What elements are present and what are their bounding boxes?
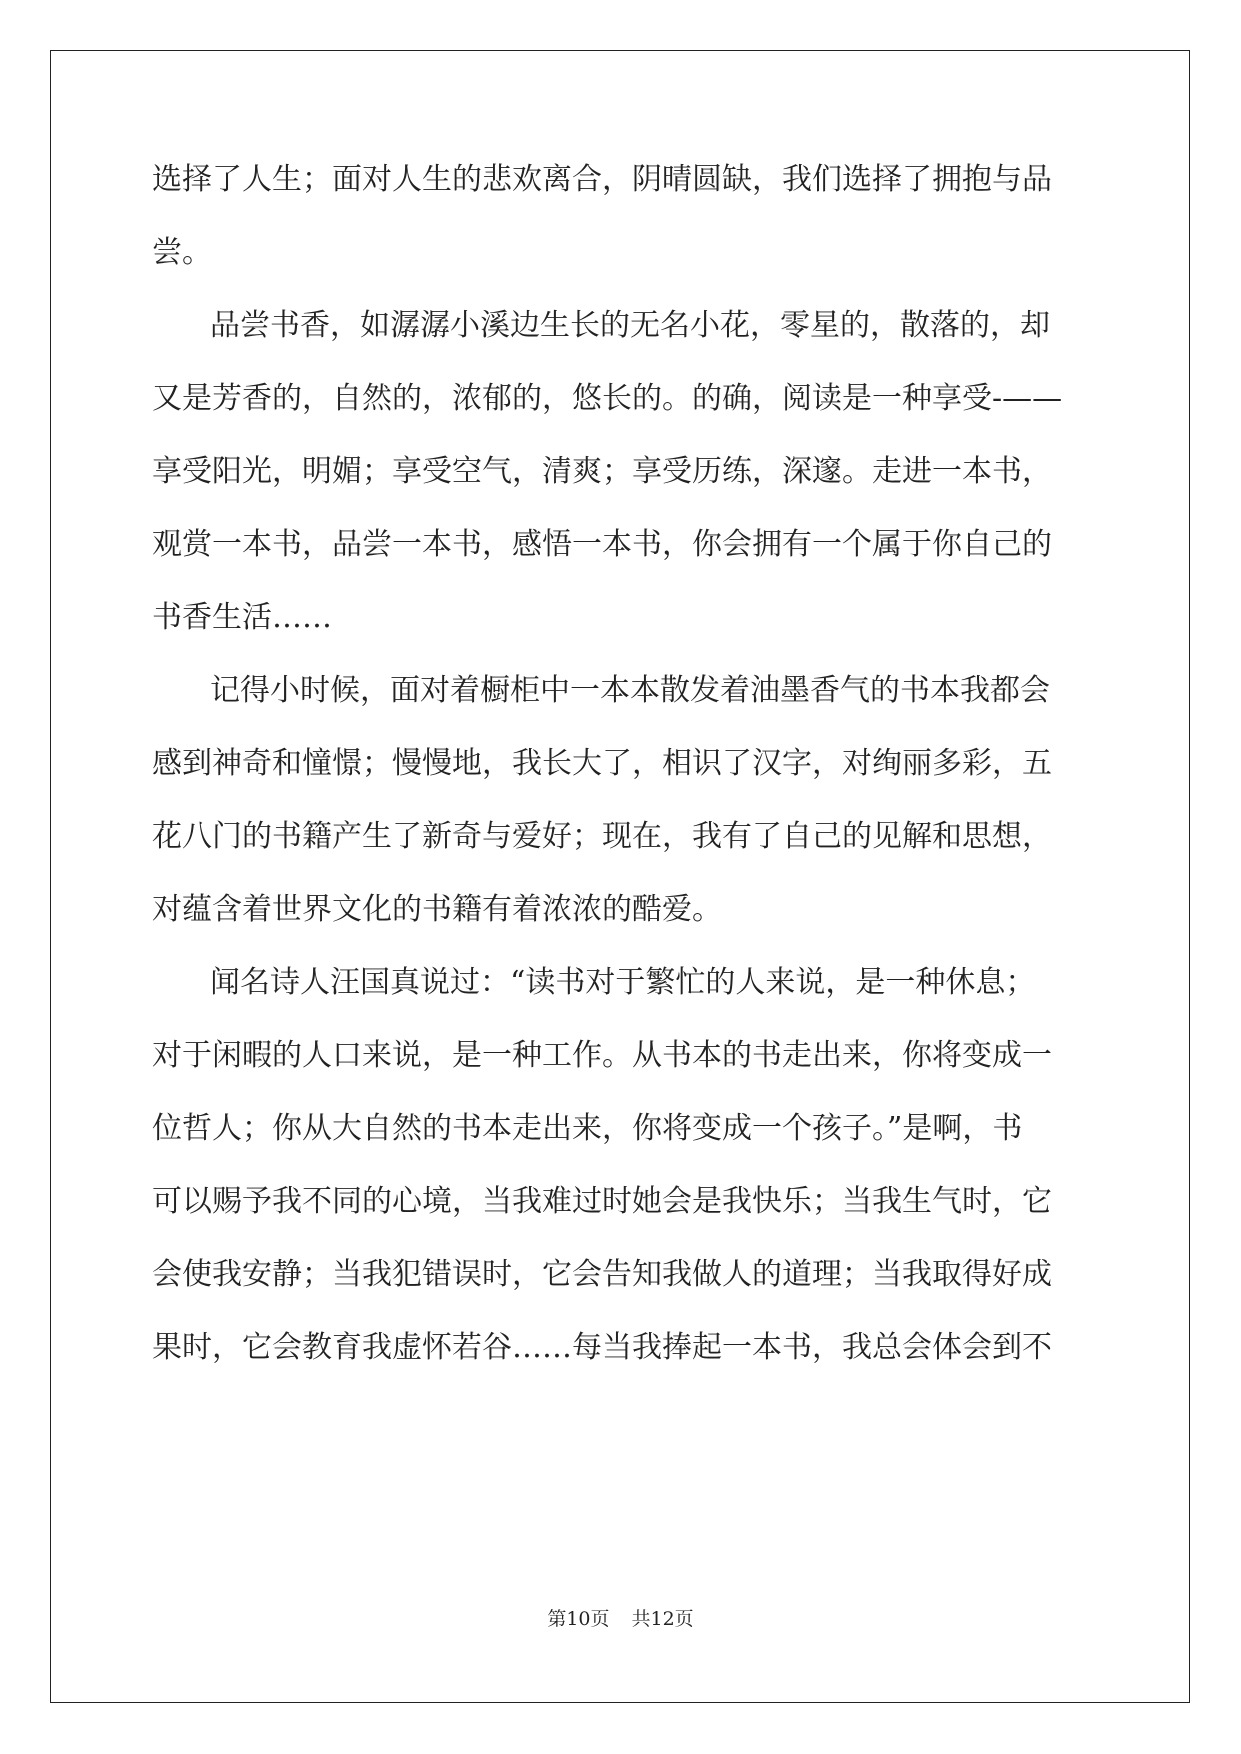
text-line: 对蕴含着世界文化的书籍有着浓浓的酷爱。	[152, 892, 722, 927]
text-line: 感到神奇和憧憬；慢慢地，我长大了，相识了汉字，对绚丽多彩，五	[152, 746, 1052, 781]
page-border	[50, 50, 1190, 1703]
text-line: 选择了人生；面对人生的悲欢离合，阴晴圆缺，我们选择了拥抱与品	[152, 162, 1052, 197]
text-line: 果时，它会教育我虚怀若谷……每当我捧起一本书，我总会体会到不	[152, 1330, 1052, 1365]
text-line: 会使我安静；当我犯错误时，它会告知我做人的道理；当我取得好成	[152, 1257, 1052, 1292]
text-line: 记得小时候，面对着橱柜中一本本散发着油墨香气的书本我都会	[210, 673, 1050, 708]
text-line: 尝。	[152, 235, 212, 270]
page-number-current: 第10页	[547, 1608, 610, 1630]
text-line: 书香生活……	[152, 600, 332, 635]
page-number-total: 共12页	[631, 1608, 694, 1630]
text-line: 闻名诗人汪国真说过：“读书对于繁忙的人来说，是一种休息；	[210, 965, 1036, 1000]
text-line: 观赏一本书，品尝一本书，感悟一本书，你会拥有一个属于你自己的	[152, 527, 1052, 562]
text-line: 又是芳香的，自然的，浓郁的，悠长的。的确，阅读是一种享受-——	[152, 381, 1063, 416]
text-line: 享受阳光，明媚；享受空气，清爽；享受历练，深邃。走进一本书，	[152, 454, 1052, 489]
text-line: 对于闲暇的人口来说，是一种工作。从书本的书走出来，你将变成一	[152, 1038, 1052, 1073]
text-line: 花八门的书籍产生了新奇与爱好；现在，我有了自己的见解和思想，	[152, 819, 1052, 854]
text-line: 位哲人；你从大自然的书本走出来，你将变成一个孩子。”是啊，书	[152, 1111, 1023, 1146]
page-footer	[0, 1606, 1241, 1632]
text-line: 品尝书香，如潺潺小溪边生长的无名小花，零星的，散落的，却	[210, 308, 1050, 343]
text-line: 可以赐予我不同的心境，当我难过时她会是我快乐；当我生气时，它	[152, 1184, 1052, 1219]
